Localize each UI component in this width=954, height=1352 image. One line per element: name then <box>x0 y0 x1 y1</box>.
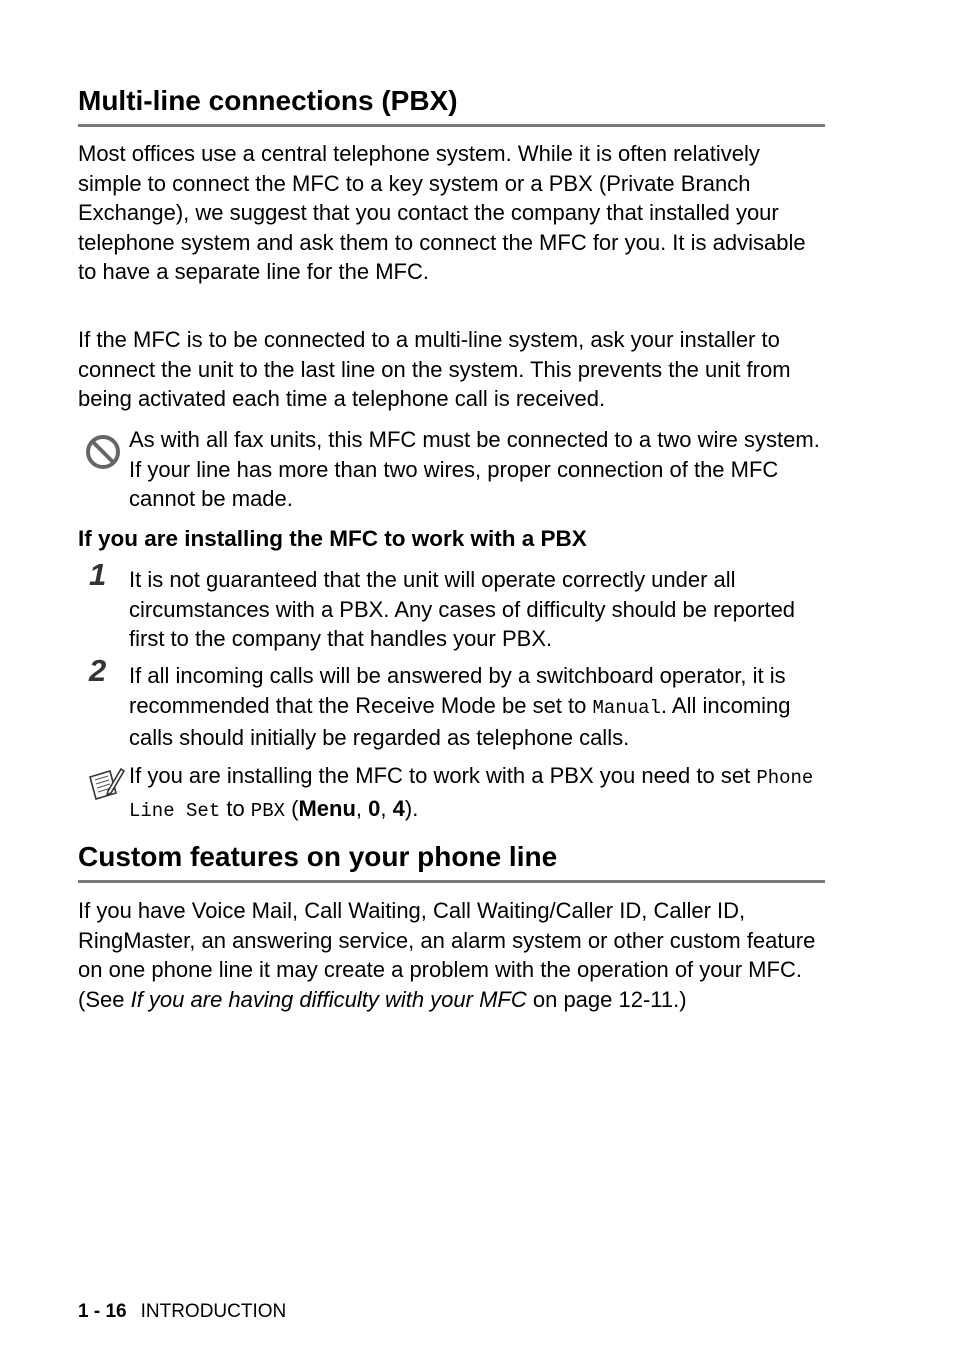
subsection-title-pbx: If you are installing the MFC to work with a PBX <box>78 526 587 551</box>
key-0: 0 <box>368 795 381 821</box>
warning-text: As with all fax units, this MFC must be connected to a two wire system. If your line has more than two wires, proper connection of the MFC cannot be made. <box>129 427 820 511</box>
note-paren-close: ). <box>404 795 419 821</box>
pbx-note-text <box>129 761 829 826</box>
step-number-2: 2 <box>89 653 107 688</box>
note-paren-open: ( <box>285 795 299 821</box>
note-sep-1: , <box>355 795 369 821</box>
note-text-start: If you are installing the MFC to work with a PBX you need to set <box>129 763 757 788</box>
page-footer <box>78 1300 286 1324</box>
key-4: 4 <box>392 795 405 821</box>
step-2-text-start: If all incoming calls will be answered by a switchboard operator, it is recommended that the Receive Mode be set to <box>129 663 786 718</box>
note-to-word: to <box>220 795 251 821</box>
section-title-custom-features: Custom features on your phone line <box>78 841 558 872</box>
section-rule-2 <box>78 880 825 883</box>
troubleshooting-reference: If you are having difficulty with your MFC <box>130 986 527 1012</box>
intro-paragraph: Most offices use a central telephone system. While it is often relatively simple to connect the MFC to a key system or a PBX (Private Branch Exchange), we suggest that you contact the company that installed your telephone system and ask them to connect the MFC for you. It is advisable to have a separate line for the MFC. <box>78 141 806 284</box>
section-title-pbx: Multi-line connections (PBX) <box>78 85 458 116</box>
prohibited-icon <box>84 433 122 476</box>
receive-mode-value: Manual <box>592 696 661 719</box>
multi-line-paragraph: If the MFC is to be connected to a multi-line system, ask your installer to connect the unit to the last line on the system. This prevents the unit from being activated each time a telephone call is received. <box>78 327 791 411</box>
step-2-text <box>129 661 829 753</box>
custom-features-paragraph <box>78 896 828 1014</box>
step-2-text-end: . All incoming calls should initially be regarded as telephone calls. <box>129 692 791 750</box>
page-number: 1 - 16 <box>78 1301 127 1322</box>
section-rule <box>78 124 825 127</box>
step-number-1: 1 <box>89 557 107 592</box>
phone-line-set-setting: Phone Line Set <box>129 767 814 822</box>
pbx-value: PBX <box>250 799 286 822</box>
custom-features-text-start: If you have Voice Mail, Call Waiting, Call Waiting/Caller ID, Caller ID, RingMaster, an answering service, an alarm system or other custom feature on one phone line it may create a problem with the operation of your MFC. (See <box>78 898 816 1012</box>
custom-features-text-end: on page 12-11.) <box>526 986 687 1012</box>
chapter-name: INTRODUCTION <box>140 1301 287 1322</box>
step-1-text: It is not guaranteed that the unit will operate correctly under all circumstances with a PBX. Any cases of difficulty should be reported first to the company that handles your PBX. <box>129 567 796 651</box>
note-pencil-icon <box>86 765 126 812</box>
note-sep-2: , <box>380 795 393 821</box>
menu-key: Menu <box>298 795 356 821</box>
